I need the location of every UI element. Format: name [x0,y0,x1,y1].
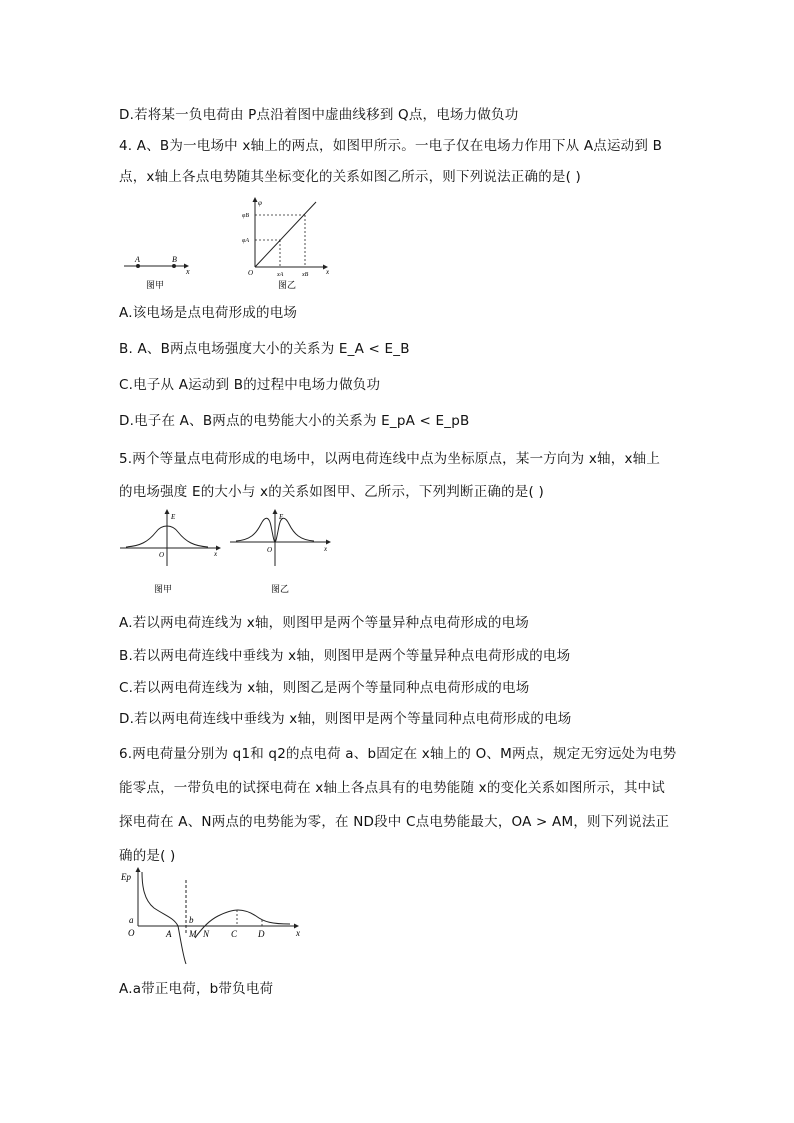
label-x: x [296,928,300,938]
label-n: N [203,929,210,939]
label-a: A [135,255,140,264]
fig5-jia-caption: 图甲 [154,584,173,594]
label-x: x [324,545,328,553]
label-x: x [214,550,218,558]
q5-option-c: C.若以两电荷连线为 x轴，则图乙是两个等量同种点电荷形成的电场 [119,680,530,696]
fig5-yi-caption: 图乙 [271,584,290,594]
label-origin: O [159,551,165,559]
fig5-jia-graph [118,508,226,596]
q4-stem-line2: 点，x轴上各点电势随其坐标变化的关系如图乙所示，则下列说法正确的是( ) [119,169,582,185]
q3-option-d: D.若将某一负电荷由 P点沿着图中虚曲线移到 Q点，电场力做负功 [119,107,519,123]
q6-option-a: A.a带正电荷，b带负电荷 [119,981,274,997]
ep-curve-left [142,872,186,964]
point-a [136,264,140,268]
label-b: b [189,915,194,925]
label-e: E [279,513,284,521]
q5-stem-line1: 5.两个等量点电荷形成的电场中，以两电荷连线中点为坐标原点，某一方向为 x轴，x轴上 [119,451,661,467]
label-e: E [171,513,176,521]
q4-option-d: D.电子在 A、B两点的电势能大小的关系为 E_pA < E_pB [119,413,470,429]
label-ep: Ep [121,872,131,882]
q6-stem-line4: 确的是( ) [119,848,176,864]
label-b: B [172,255,177,264]
q4-option-a: A.该电场是点电荷形成的电场 [119,305,298,321]
ep-curve-right [195,910,290,938]
label-phi: φ [258,199,262,207]
q5-option-d: D.若以两电荷连线中垂线为 x轴，则图甲是两个等量同种点电荷形成的电场 [119,711,572,727]
label-d: D [258,929,265,939]
label-point-a: A [166,929,172,939]
label-a: a [129,915,134,925]
q6-stem-line2: 能零点，一带负电的试探电荷在 x轴上各点具有的电势能随 x的变化关系如图所示，其中试 [119,780,665,796]
label-c: C [231,929,238,939]
label-x: x [186,267,190,276]
label-x: x [326,268,330,276]
label-phi-a: φA [242,238,249,244]
q4-option-c: C.电子从 A运动到 B的过程中电场力做负功 [119,377,381,393]
q5-option-b: B.若以两电荷连线中垂线为 x轴，则图甲是两个等量异种点电荷形成的电场 [119,648,571,664]
fig4-yi-graph [238,196,338,294]
label-phi-b: φB [242,213,249,219]
label-m: M [189,929,197,939]
point-b [172,264,176,268]
label-xb: xB [302,272,309,278]
q6-stem-line3: 探电荷在 A、N两点的电势能为零，在 ND段中 C点电势能最大，OA > AM，则下列说法正 [119,814,670,830]
fig4-yi-caption: 图乙 [278,280,297,290]
q4-option-b: B. A、B两点电场强度大小的关系为 E_A < E_B [119,341,410,357]
q5-option-a: A.若以两电荷连线为 x轴，则图甲是两个等量异种点电荷形成的电场 [119,615,529,631]
label-origin: O [128,928,135,938]
label-origin: O [267,546,273,554]
q6-stem-line1: 6.两电荷量分别为 q1和 q2的点电荷 a、b固定在 x轴上的 O、M两点，规定无穷远处为电势 [119,746,677,762]
fig6-potential-energy-graph [118,866,308,972]
fig5-yi-graph [228,508,336,596]
label-xa: xA [277,272,284,278]
q4-stem-line1: 4. A、B为一电场中 x轴上的两点，如图甲所示。一电子仅在电场力作用下从 A点运动到 B [119,138,663,154]
fig4-jia-diagram [122,252,194,292]
fig4-jia-caption: 图甲 [146,280,165,290]
label-origin: O [248,269,254,277]
q5-stem-line2: 的电场强度 E的大小与 x的关系如图甲、乙所示，下列判断正确的是( ) [119,484,544,500]
potential-line [255,202,316,267]
